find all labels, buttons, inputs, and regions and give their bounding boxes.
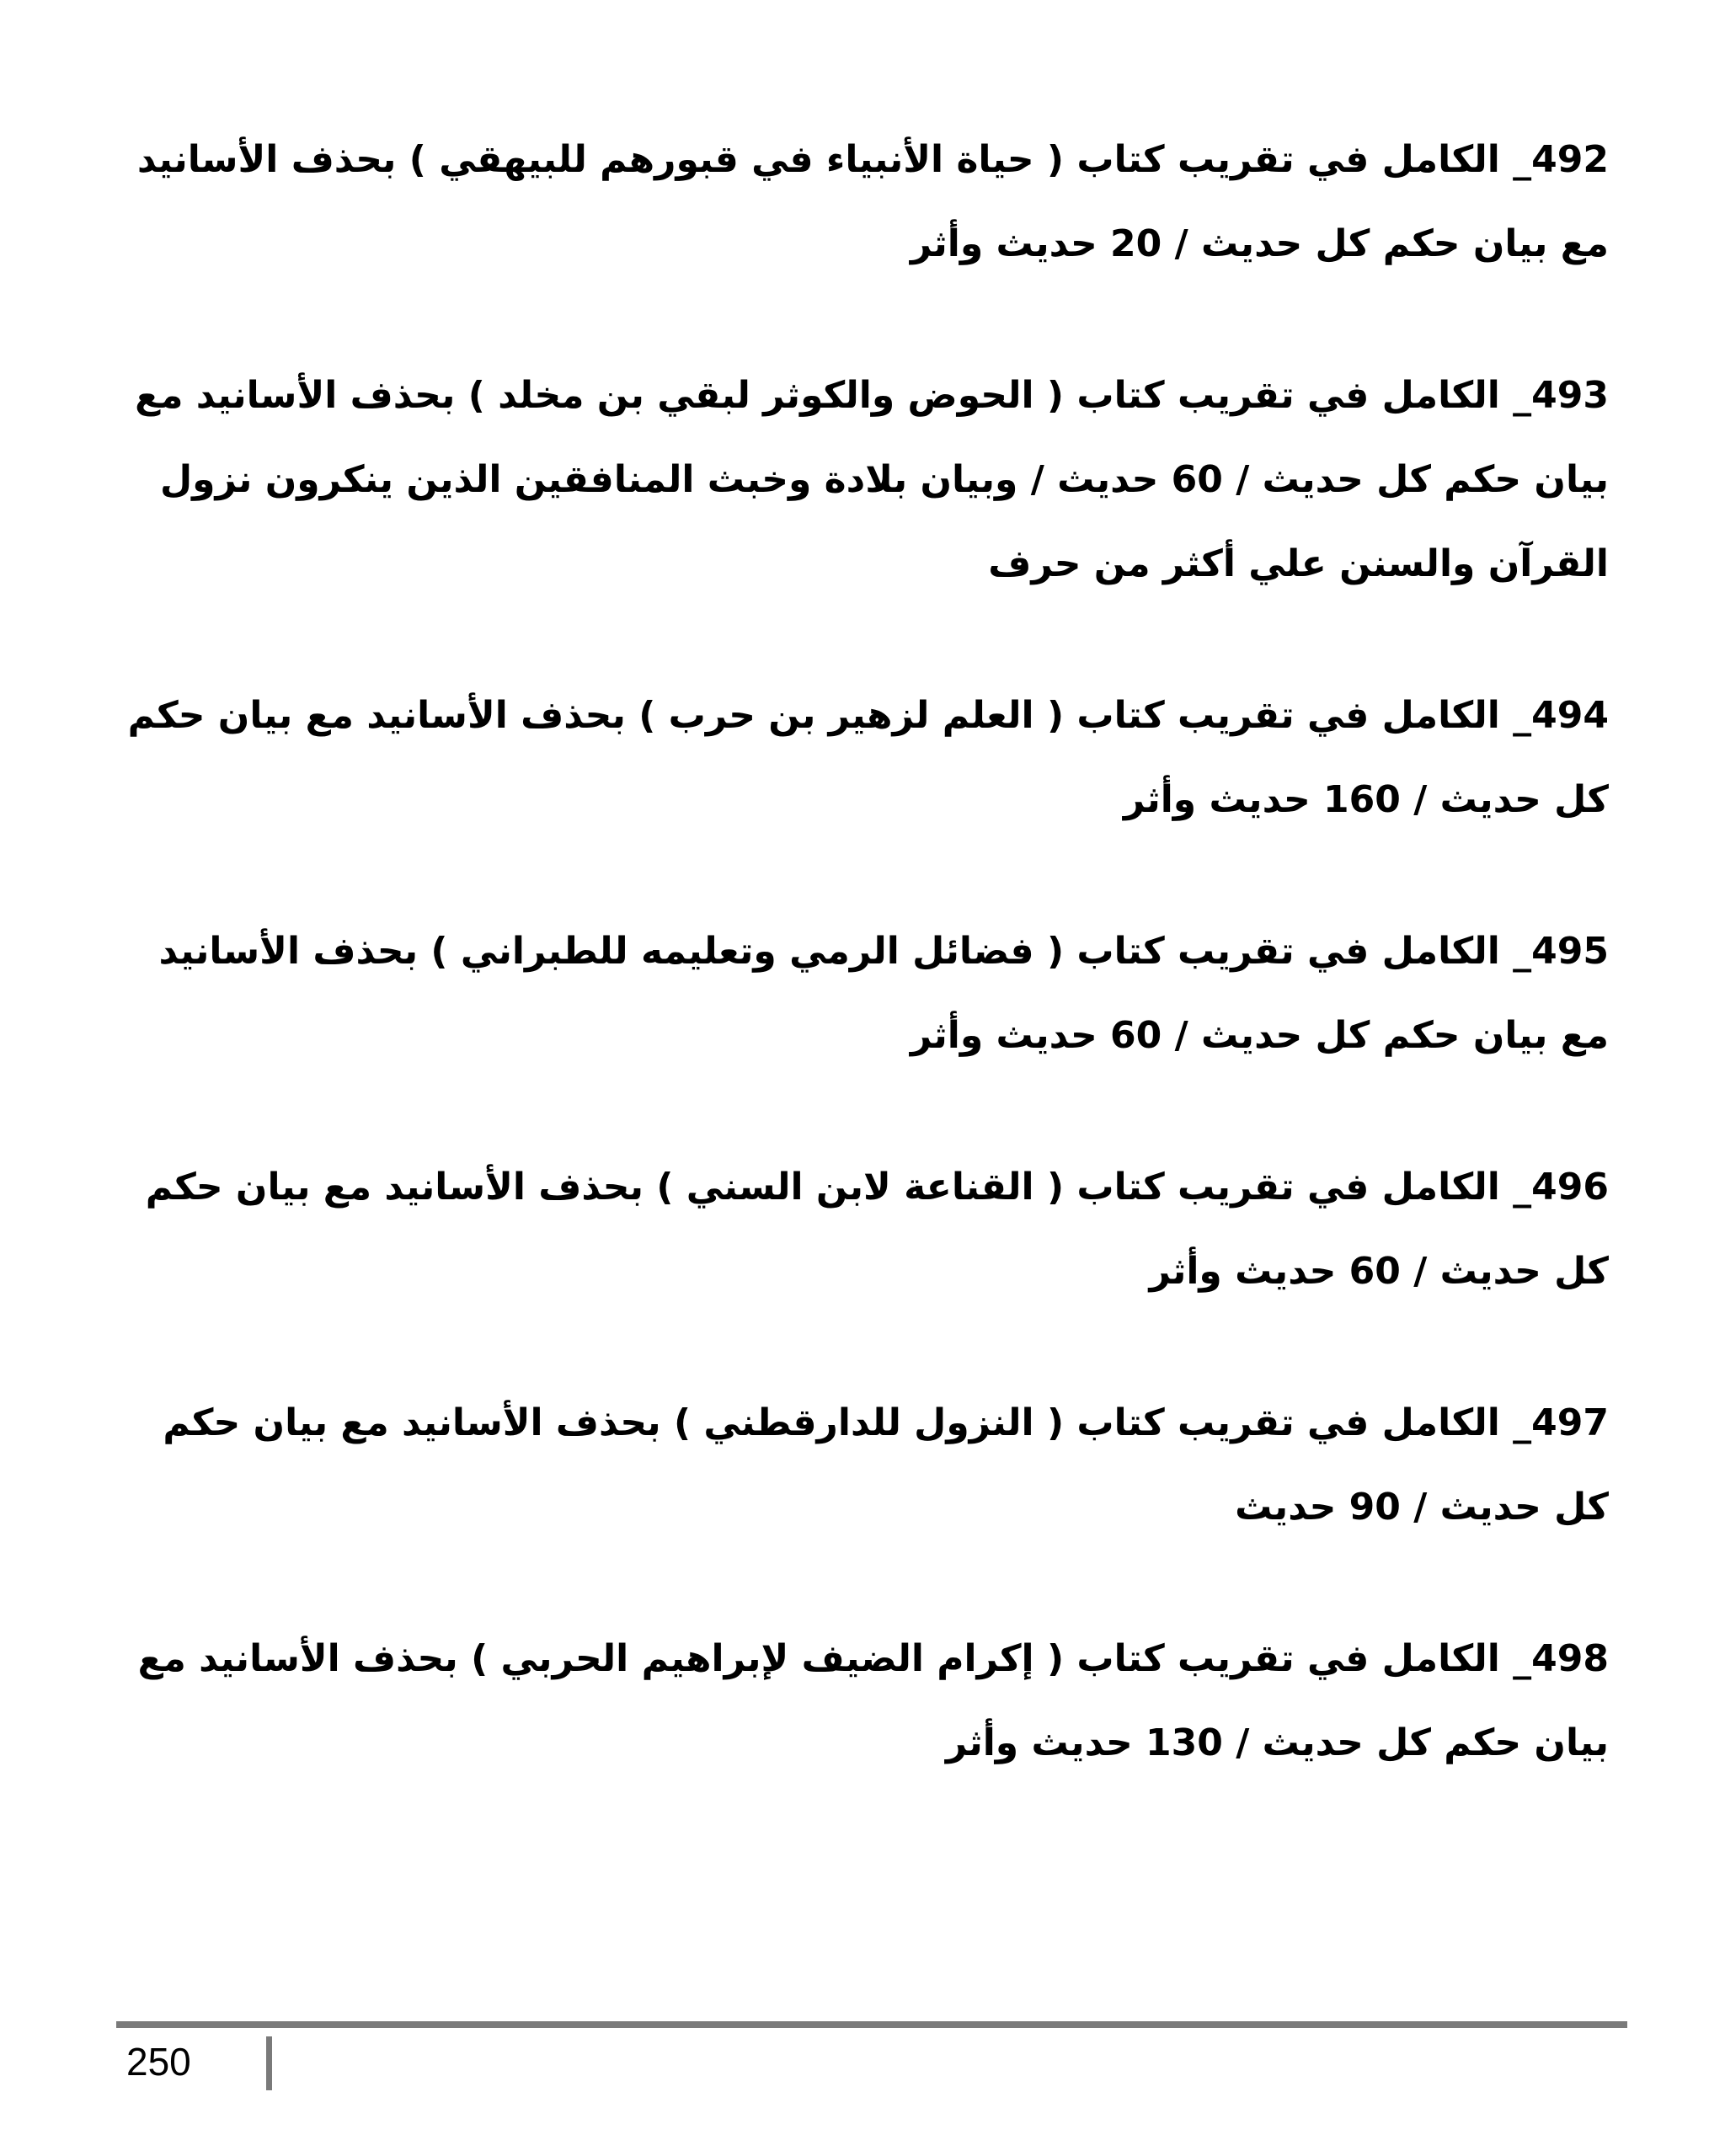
book-list — [118, 118, 1609, 1853]
entry-496-text: 496_ الكامل في تقريب كتاب ( القناعة لابن السني ) بحذف الأسانيد مع بيان حكم كل حديث / 60 حديث وأثر — [145, 1166, 1609, 1293]
entry-494-text: 494_ الكامل في تقريب كتاب ( العلم لزهير بن حرب ) بحذف الأسانيد مع بيان حكم كل حديث / 160 حديث وأثر — [127, 694, 1609, 821]
entry-497-text: 497_ الكامل في تقريب كتاب ( النزول للدارقطني ) بحذف الأسانيد مع بيان حكم كل حديث / 90 حديث — [163, 1401, 1609, 1529]
footer-rule — [116, 2021, 1627, 2028]
list-item — [118, 1145, 1609, 1314]
page-footer — [0, 2021, 1725, 2122]
entry-498-text: 498_ الكامل في تقريب كتاب ( إكرام الضيف لإبراهيم الحربي ) بحذف الأسانيد مع بيان حكم كل حديث / 130 حديث وأثر — [137, 1637, 1609, 1764]
list-item — [118, 354, 1609, 606]
list-item — [118, 674, 1609, 842]
footer-divider-tick — [266, 2036, 272, 2090]
list-item — [118, 910, 1609, 1078]
entry-492-text: 492_ الكامل في تقريب كتاب ( حياة الأنبياء في قبورهم للبيهقي ) بحذف الأسانيد مع بيان حكم كل حديث / 20 حديث وأثر — [136, 138, 1609, 265]
list-item — [118, 1381, 1609, 1550]
list-item — [118, 118, 1609, 286]
page-number: 250 — [126, 2040, 191, 2084]
entry-493-text: 493_ الكامل في تقريب كتاب ( الحوض والكوثر لبقي بن مخلد ) بحذف الأسانيد مع بيان حكم كل حديث / 60 حديث / وبيان بلادة وخبث المنافقين الذين ينكرون نزول القرآن والسنن علي أكثر من حرف — [135, 374, 1609, 585]
entry-495-text: 495_ الكامل في تقريب كتاب ( فضائل الرمي وتعليمه للطبراني ) بحذف الأسانيد مع بيان حكم كل حديث / 60 حديث وأثر — [158, 930, 1609, 1057]
list-item — [118, 1617, 1609, 1785]
